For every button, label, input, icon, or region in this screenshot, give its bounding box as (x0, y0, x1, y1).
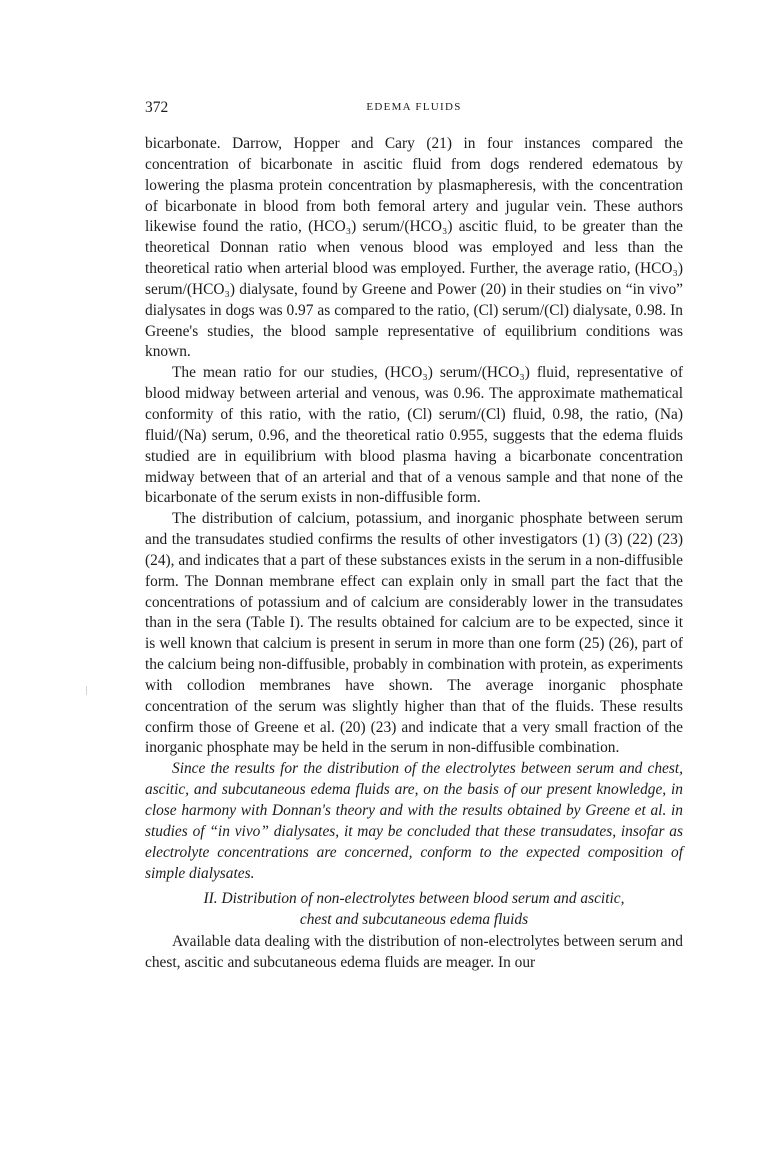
paragraph-non-electrolytes (145, 932, 683, 974)
section-heading-line-1: II. Distribution of non-electrolytes between blood serum and ascitic, (203, 890, 625, 908)
margin-mark (86, 686, 87, 695)
running-head: EDEMA FLUIDS (366, 101, 462, 113)
paragraph-mean-ratio: The mean ratio for our studies, (HCO₃) serum/(HCO₃) fluid, representative of blood midway between arterial and venous, was 0.96. The approximate mathematical conformity of this ratio, with the ratio, (Cl) serum/(Cl) fluid, 0.98, the ratio, (Na) fluid/(Na) serum, 0.96, and the theoretical ratio 0.955, suggests that the edema fluids studied are in equilibrium with blood plasma having a bicarbonate concentration midway between that of an arterial and that of a venous sample and that none of the bicarbonate of the serum exists in non-diffusible form. (145, 364, 683, 507)
paragraph-non-electrolytes-line-1: Available data dealing with the distribution of non-electrolytes between (172, 933, 615, 951)
section-heading (145, 889, 683, 931)
paragraph-non-electrolytes-line-2: serum and chest, ascitic and subcutaneous edema fluids are meager. In our (145, 933, 683, 971)
paragraph-conclusion: Since the results for the distribution of the electrolytes between serum and chest, ascitic, and subcutaneous edema fluids are, on the basis of our present knowledge, in close harmony with Donnan's theory and with the results obtained by Greene et al. in studies of “in vivo” dialysates, it may be concluded that these transudates, insofar as electrolyte concentrations are concerned, conform to the expected composition of simple dialysates. (145, 760, 683, 882)
body-text (145, 134, 683, 974)
section-heading-line-2: chest and subcutaneous edema fluids (299, 911, 529, 929)
page-header (145, 99, 683, 119)
paragraph-bicarbonate-continuation: bicarbonate. Darrow, Hopper and Cary (21) in four instances compared the concentration of bicarbonate in ascitic fluid from dogs rendered edematous by lowering the plasma protein concentration by plasmapheresis, with the concentration of bicarbonate in blood from both femoral artery and jugular vein. These authors likewise found the ratio, (HCO₃) serum/(HCO₃) ascitic fluid, to be greater than the theoretical Donnan ratio when venous blood was employed and less than the theoretical ratio when arterial blood was employed. Further, the average ratio, (HCO₃) serum/(HCO₃) dialysate, found by Greene and Power (20) in their studies on “in vivo” dialysates in dogs was 0.97 as compared to the ratio, (Cl) serum/(Cl) dialysate, 0.98. In Greene's studies, the blood sample representative of equilibrium conditions was known. (145, 135, 683, 361)
page-number: 372 (145, 99, 169, 116)
paragraph-calcium-potassium-phosphate: The distribution of calcium, potassium, and inorganic phosphate between serum and the transudates studied confirms the results of other investigators (1) (3) (22) (23) (24), and indicates that a part of these substances exists in the serum in a non-diffusible form. The Donnan membrane effect can explain only in small part the fact that the concentrations of potassium and of calcium are considerably lower in the transudates than in the sera (Table I). The results obtained for calcium are to be expected, since it is well known that calcium is present in serum in more than one form (25) (26), part of the calcium being non-diffusible, probably in combination with protein, as experiments with collodion membranes have shown. The average inorganic phosphate concentration of the serum was slightly higher than that of the fluids. These results confirm those of Greene et al. (20) (23) and indicate that a very small fraction of the inorganic phosphate may be held in the serum in non-diffusible combination. (145, 510, 683, 757)
